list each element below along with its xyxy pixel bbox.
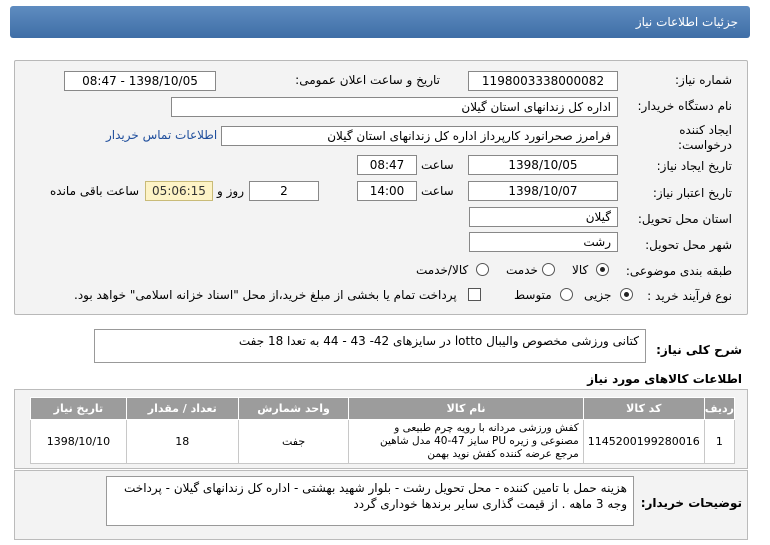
cell-name: کفش ورزشی مردانه با رویه چرم طبیعی و مصنوعی و زیره PU سایز 47-40 مدل شاهین مرجع عرضه کننده کفش نوید بهمن [349,420,583,464]
buyer-notes-field: هزینه حمل با تامین کننده - محل تحویل رشت - بلوار شهید بهشتی - اداره کل زندانهای گیلان - پرداخت وجه 3 ماهه . از قیمت گذاری سایر برندها خوداری گردد [106,476,634,526]
cell-qty: 18 [126,420,238,464]
city-label: شهر محل تحویل: [645,238,732,252]
created-time-field: 08:47 [357,155,417,175]
valid-date-field: 1398/10/07 [468,181,618,201]
buyer-notes-label: توضیحات خریدار: [640,496,742,510]
creator-field: فرامرز صحرانورد کارپرداز اداره کل زندانهای استان گیلان [221,126,618,146]
purchase-option-minor: جزیی [584,288,612,302]
category-option-service: خدمت [506,263,538,277]
goods-table [30,397,735,464]
payment-note: پرداخت تمام یا بخشی از مبلغ خرید،از محل "اسناد خزانه اسلامی" خواهد بود. [74,288,457,302]
purchase-radio-minor[interactable] [620,288,633,301]
col-qty: تعداد / مقدار [126,398,238,420]
category-label: طبقه بندی موضوعی: [625,264,732,278]
buyer-label: نام دستگاه خریدار: [637,99,732,113]
category-option-goods-service: کالا/خدمت [416,263,469,277]
category-radio-service[interactable] [542,263,555,276]
cell-unit: جفت [238,420,349,464]
created-time-label: ساعت [421,158,454,172]
cell-date: 1398/10/10 [31,420,127,464]
contact-buyer-link[interactable]: اطلاعات تماس خریدار [106,128,218,142]
valid-time-label: ساعت [421,184,454,198]
col-row: ردیف [704,398,734,420]
buyer-field: اداره کل زندانهای استان گیلان [171,97,618,117]
created-date-field: 1398/10/05 [468,155,618,175]
created-date-label: تاریخ ایجاد نیاز: [656,159,732,173]
col-name: نام کالا [349,398,583,420]
need-number-label: شماره نیاز: [675,73,732,87]
goods-table-header [31,398,735,420]
col-code: کد کالا [583,398,704,420]
purchase-type-label: نوع فرآیند خرید : [647,289,732,303]
creator-label: ایجاد کننده درخواست: [678,123,732,152]
treasury-payment-checkbox[interactable] [468,288,481,301]
category-radio-goods-service[interactable] [476,263,489,276]
days-field: 2 [249,181,319,201]
remaining-timer: 05:06:15 [145,181,213,201]
category-option-goods: کالا [572,263,589,277]
page-header [10,6,750,38]
need-number-field: 1198003338000082 [468,71,618,91]
cell-row: 1 [704,420,734,464]
general-description-field: کتانی ورزشی مخصوص والیبال lotto در سایزهای 42- 43 - 44 به تعدا 18 جفت [94,329,646,363]
purchase-radio-medium[interactable] [560,288,573,301]
days-label: روز و [217,184,244,198]
valid-time-field: 14:00 [357,181,417,201]
announce-label: تاریخ و ساعت اعلان عمومی: [295,73,440,87]
table-row [31,420,735,464]
general-description-label: شرح کلی نیاز: [656,343,742,357]
category-radio-goods[interactable] [596,263,609,276]
goods-section-title: اطلاعات کالاهای مورد نیاز [587,372,742,386]
purchase-option-medium: متوسط [514,288,552,302]
province-label: استان محل تحویل: [637,212,732,226]
city-field: رشت [469,232,618,252]
province-field: گیلان [469,207,618,227]
announce-field: 1398/10/05 - 08:47 [64,71,216,91]
col-unit: واحد شمارش [238,398,349,420]
remaining-label: ساعت باقی مانده [50,184,140,198]
valid-date-label: تاریخ اعتبار نیاز: [652,186,732,200]
col-date: تاریخ نیاز [31,398,127,420]
cell-code: 1145200199280016 [583,420,704,464]
page-title: جزئیات اطلاعات نیاز [635,15,738,29]
